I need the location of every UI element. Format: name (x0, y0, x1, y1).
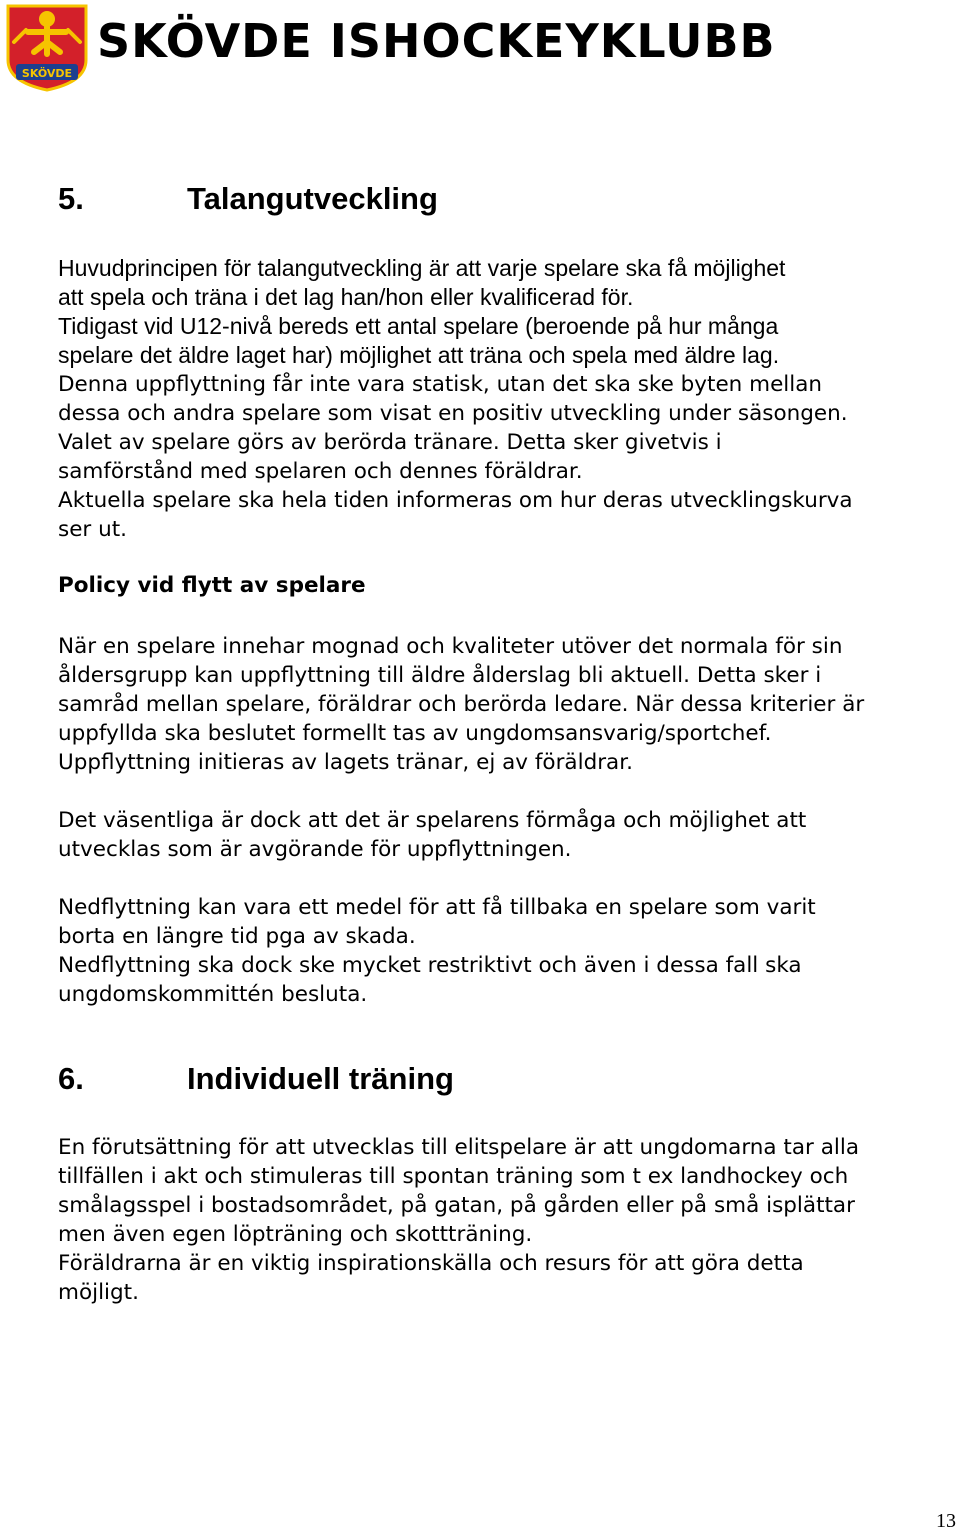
text-line: Nedflyttning kan vara ett medel för att få tillbaka en spelare som varit (58, 895, 816, 920)
text-line: men även egen löpträning och skottträning. (58, 1222, 533, 1247)
essential-paragraph (58, 806, 958, 864)
policy-heading: Policy vid flytt av spelare (58, 573, 366, 598)
section-6-paragraph (58, 1133, 958, 1307)
text-line: En förutsättning för att utvecklas till elitspelare är att ungdomarna tar alla (58, 1135, 859, 1160)
text-line: Huvudprincipen för talangutveckling är att varje spelare ska få möjlighet (58, 255, 786, 281)
section-5-heading (58, 181, 438, 217)
text-line: Det väsentliga är dock att det är spelarens förmåga och möjlighet att (58, 808, 807, 833)
text-line: Uppflyttning initieras av lagets tränar, ej av föräldrar. (58, 750, 633, 775)
downward-paragraph (58, 893, 958, 1009)
text-line: borta en längre tid pga av skada. (58, 924, 416, 949)
club-logo (4, 2, 90, 92)
text-line: Aktuella spelare ska hela tiden informeras om hur deras utvecklingskurva (58, 488, 853, 513)
section-5-body (58, 370, 958, 544)
text-line: samförstånd med spelaren och dennes föräldrar. (58, 459, 583, 484)
text-line: tillfällen i akt och stimuleras till spontan träning som t ex landhockey och (58, 1164, 849, 1189)
section-6-title: Individuell träning (187, 1061, 454, 1096)
page-number: 13 (936, 1510, 956, 1532)
text-line: Nedflyttning ska dock ske mycket restriktivt och även i dessa fall ska (58, 953, 802, 978)
text-line: När en spelare innehar mognad och kvaliteter utöver det normala för sin (58, 634, 843, 659)
text-line: Denna uppflyttning får inte vara statisk, utan det ska ske byten mellan (58, 372, 823, 397)
text-line: Föräldrarna är en viktig inspirationskälla och resurs för att göra detta (58, 1251, 804, 1276)
text-line: ungdomskommittén besluta. (58, 982, 368, 1007)
text-line: dessa och andra spelare som visat en positiv utveckling under säsongen. (58, 401, 848, 426)
section-6-number: 6. (58, 1061, 84, 1096)
text-line: ser ut. (58, 517, 127, 542)
section-6-heading (58, 1061, 454, 1097)
logo-text: SKÖVDE (21, 67, 73, 80)
section-5-intro (58, 254, 958, 370)
text-line: spelare det äldre laget har) möjlighet att träna och spela med äldre lag. (58, 342, 780, 368)
text-line: Valet av spelare görs av berörda tränare. Detta sker givetvis i (58, 430, 722, 455)
text-line: möjligt. (58, 1280, 139, 1305)
club-name: SKÖVDE ISHOCKEYKLUBB (97, 14, 776, 68)
text-line: åldersgrupp kan uppflyttning till äldre ålderslag bli aktuell. Detta sker i (58, 663, 822, 688)
text-line: uppfyllda ska beslutet formellt tas av ungdomsansvarig/sportchef. (58, 721, 772, 746)
section-5-title: Talangutveckling (187, 181, 438, 216)
text-line: smålagsspel i bostadsområdet, på gatan, på gården eller på små isplättar (58, 1193, 855, 1218)
text-line: samråd mellan spelare, föräldrar och berörda ledare. När dessa kriterier är (58, 692, 865, 717)
text-line: att spela och träna i det lag han/hon eller kvalificerad för. (58, 284, 634, 310)
section-5-number: 5. (58, 181, 84, 216)
text-line: Tidigast vid U12-nivå bereds ett antal spelare (beroende på hur många (58, 313, 779, 339)
text-line: utvecklas som är avgörande för uppflyttningen. (58, 837, 572, 862)
policy-paragraph (58, 632, 958, 777)
